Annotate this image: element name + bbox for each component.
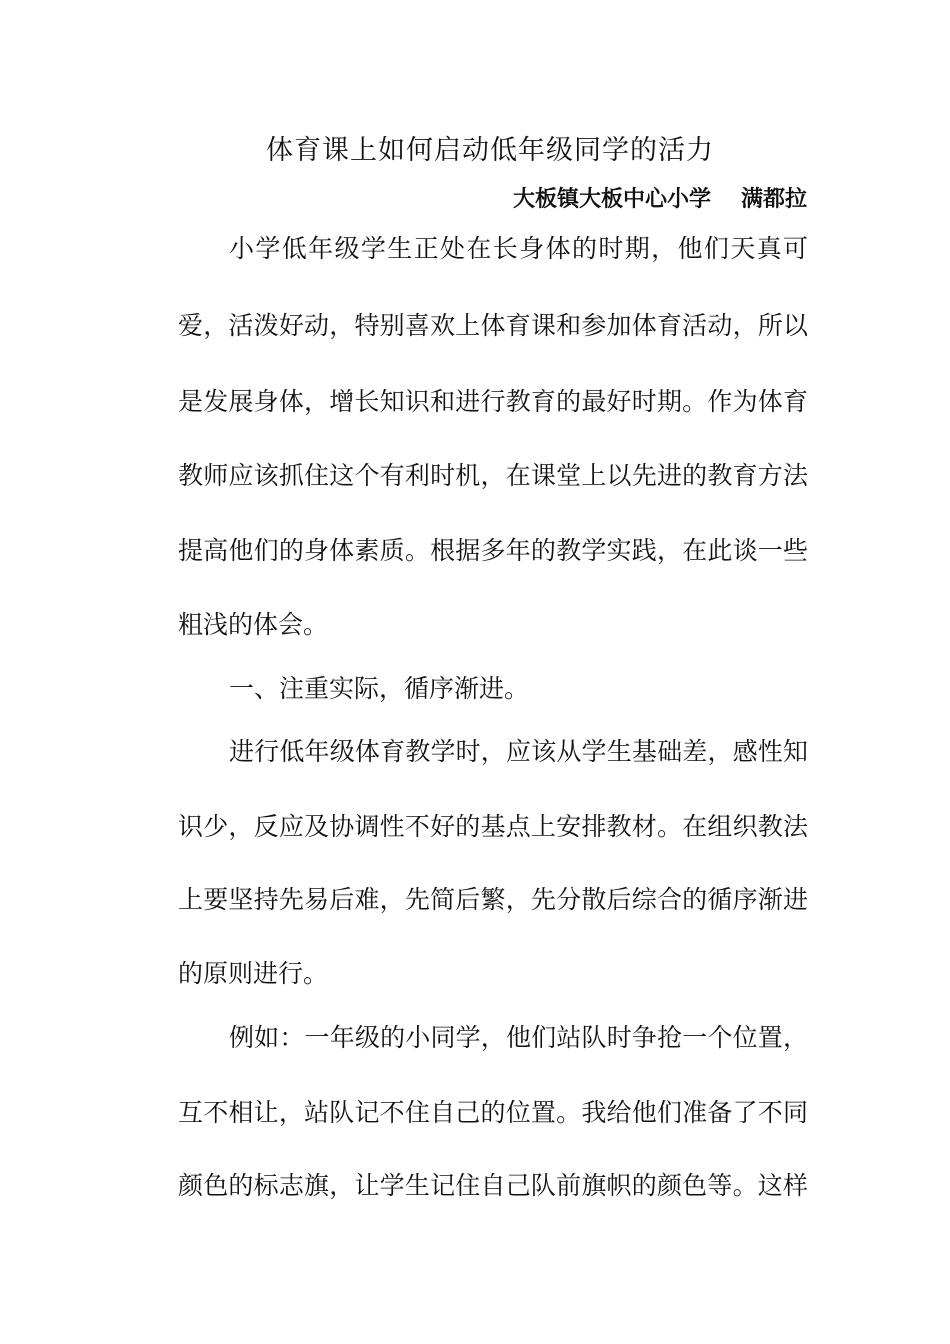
body-line: 识少，反应及协调性不好的基点上安排教材。在组织教法 (178, 812, 808, 841)
author-line (513, 185, 807, 215)
body-line: 小学低年级学生正处在长身体的时期，他们天真可 (229, 234, 808, 263)
body-line: 爱，活泼好动，特别喜欢上体育课和参加体育活动，所以 (178, 311, 808, 340)
body-line: 例如：一年级的小同学，他们站队时争抢一个位置， (229, 1023, 808, 1052)
body-line: 的原则进行。 (178, 959, 329, 988)
body-line: 是发展身体，增长知识和进行教育的最好时期。作为体育 (178, 387, 808, 416)
body-line: 进行低年级体育教学时，应该从学生基础差，感性知 (229, 737, 808, 766)
author-name: 满都拉 (740, 187, 807, 212)
body-line: 互不相让，站队记不住自己的位置。我给他们准备了不同 (178, 1098, 808, 1127)
document-title: 体育课上如何启动低年级同学的活力 (266, 135, 714, 166)
body-line: 颜色的标志旗，让学生记住自己队前旗帜的颜色等。这样 (178, 1171, 808, 1200)
section-heading: 一、注重实际，循序渐进。 (229, 674, 530, 703)
body-line: 粗浅的体会。 (178, 610, 329, 639)
author-school: 大板镇大板中心小学 (512, 187, 711, 212)
body-line: 上要坚持先易后难，先简后繁，先分散后综合的循序渐进 (178, 885, 808, 914)
body-line: 教师应该抓住这个有利时机，在课堂上以先进的教育方法 (178, 461, 808, 490)
body-line: 提高他们的身体素质。根据多年的教学实践，在此谈一些 (178, 536, 808, 565)
